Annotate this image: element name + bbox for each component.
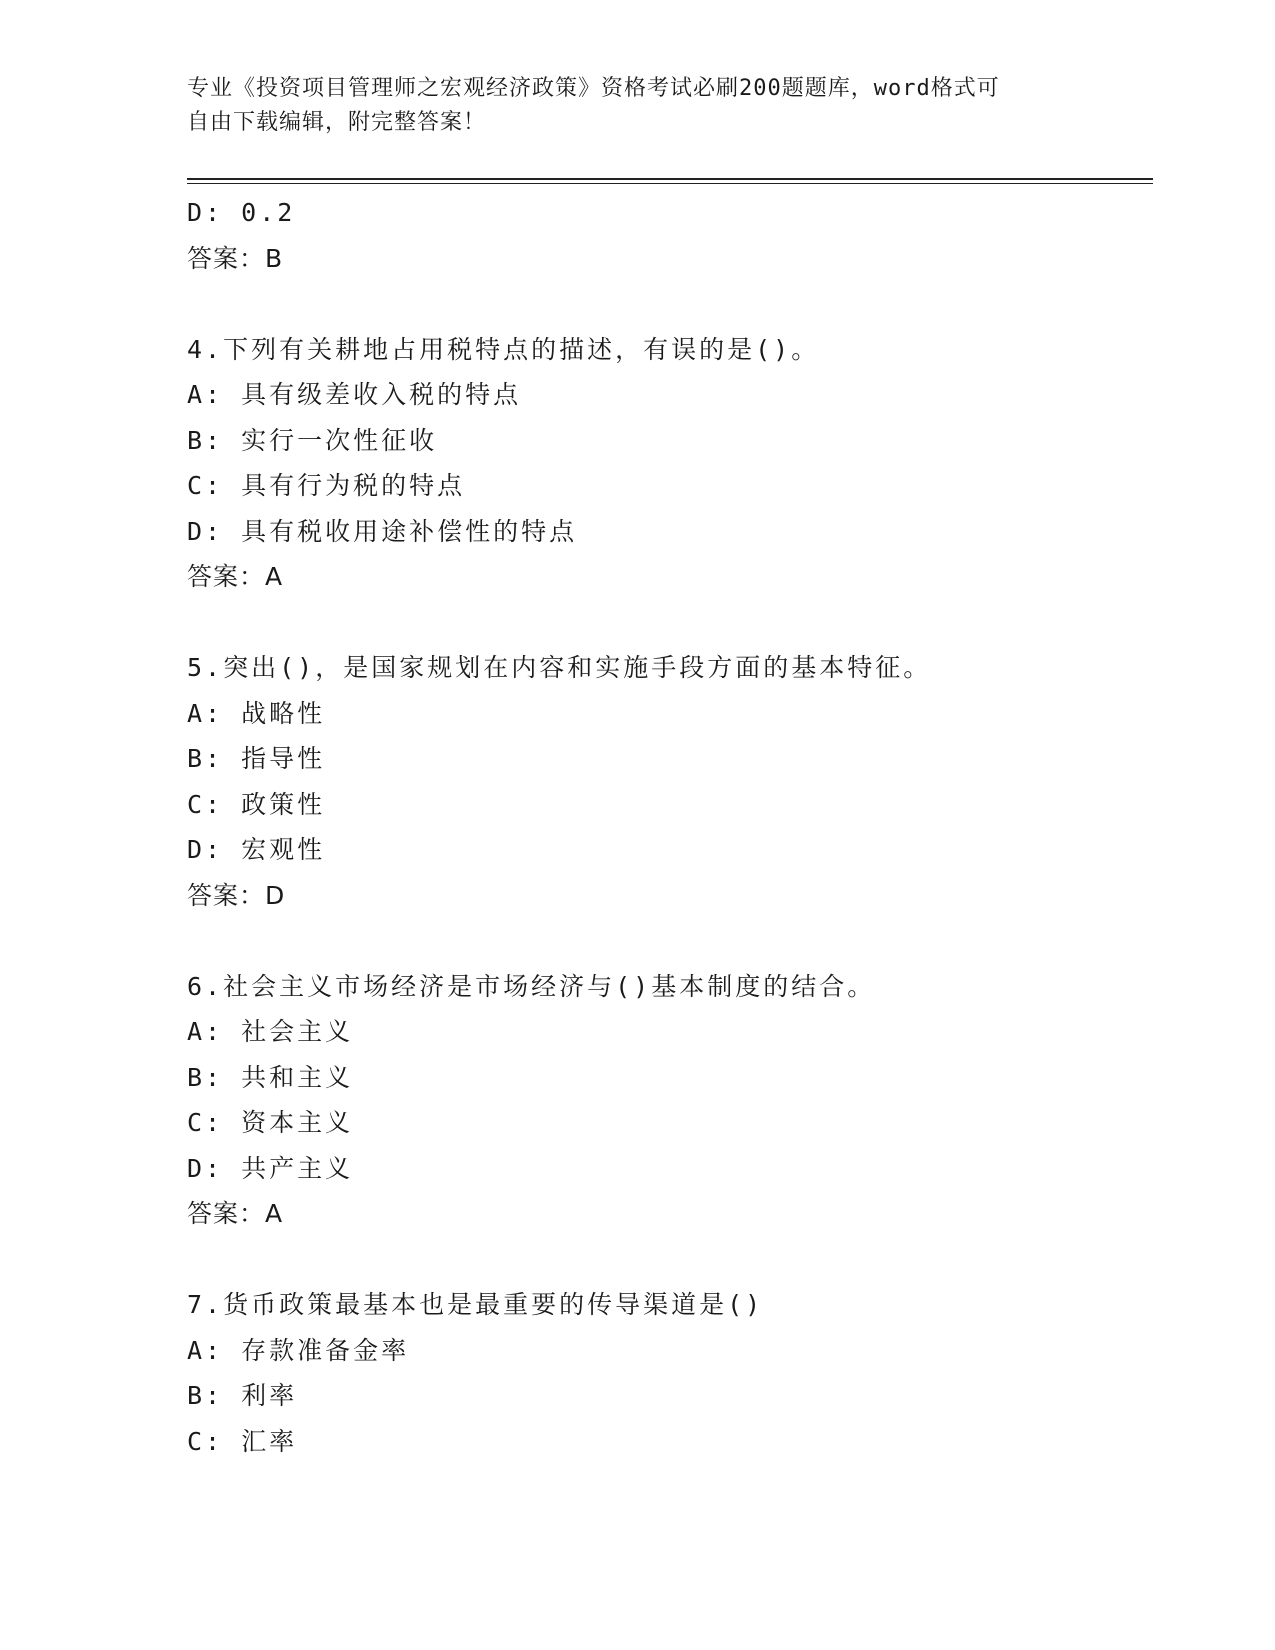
option-a: A: 存款准备金率 xyxy=(187,1335,410,1365)
option-c: C: 政策性 xyxy=(187,789,326,819)
question-stem: 6.社会主义市场经济是市场经济与()基本制度的结合。 xyxy=(187,971,876,1001)
option-c: C: 具有行为税的特点 xyxy=(187,471,466,500)
option-c: C: 汇率 xyxy=(187,1426,298,1456)
answer-previous: 答案：B xyxy=(187,243,284,273)
question-stem: 4.下列有关耕地占用税特点的描述，有误的是()。 xyxy=(187,334,820,364)
spacer xyxy=(187,281,1153,327)
option-a: A: 具有级差收入税的特点 xyxy=(187,380,522,409)
spacer xyxy=(187,600,1153,646)
spacer xyxy=(187,1237,1153,1283)
answer: 答案：A xyxy=(187,562,284,591)
header-line-2: 自由下载编辑，附完整答案！ xyxy=(187,110,487,135)
question-block-4 xyxy=(187,327,1153,600)
option-b: B: 利率 xyxy=(187,1381,298,1410)
header-line-1: 专业《投资项目管理师之宏观经济政策》资格考试必刷200题题库，word格式可 xyxy=(187,76,1000,101)
option-b: B: 指导性 xyxy=(187,744,326,773)
question-list xyxy=(187,190,1153,1464)
option-a: A: 社会主义 xyxy=(187,1017,354,1046)
question-block-6 xyxy=(187,964,1153,1237)
option-c: C: 资本主义 xyxy=(187,1108,354,1137)
question-stem: 5.突出()，是国家规划在内容和实施手段方面的基本特征。 xyxy=(187,653,932,682)
option-a: A: 战略性 xyxy=(187,698,326,728)
header-divider-thin xyxy=(187,183,1153,184)
option-d: D: 宏观性 xyxy=(187,835,326,864)
option-b: B: 实行一次性征收 xyxy=(187,425,438,455)
option-d: D: 共产主义 xyxy=(187,1153,354,1183)
answer: 答案：D xyxy=(187,880,286,910)
option-d: D: 具有税收用途补偿性的特点 xyxy=(187,516,578,546)
question-block-5 xyxy=(187,645,1153,918)
document-header xyxy=(187,72,1087,140)
question-stem: 7.货币政策最基本也是最重要的传导渠道是() xyxy=(187,1290,764,1319)
spacer xyxy=(187,918,1153,964)
question-block-7 xyxy=(187,1282,1153,1464)
option-b: B: 共和主义 xyxy=(187,1062,354,1092)
option-d-previous: D: 0.2 xyxy=(187,198,296,227)
answer: 答案：A xyxy=(187,1199,284,1228)
header-divider-thick xyxy=(187,178,1153,180)
